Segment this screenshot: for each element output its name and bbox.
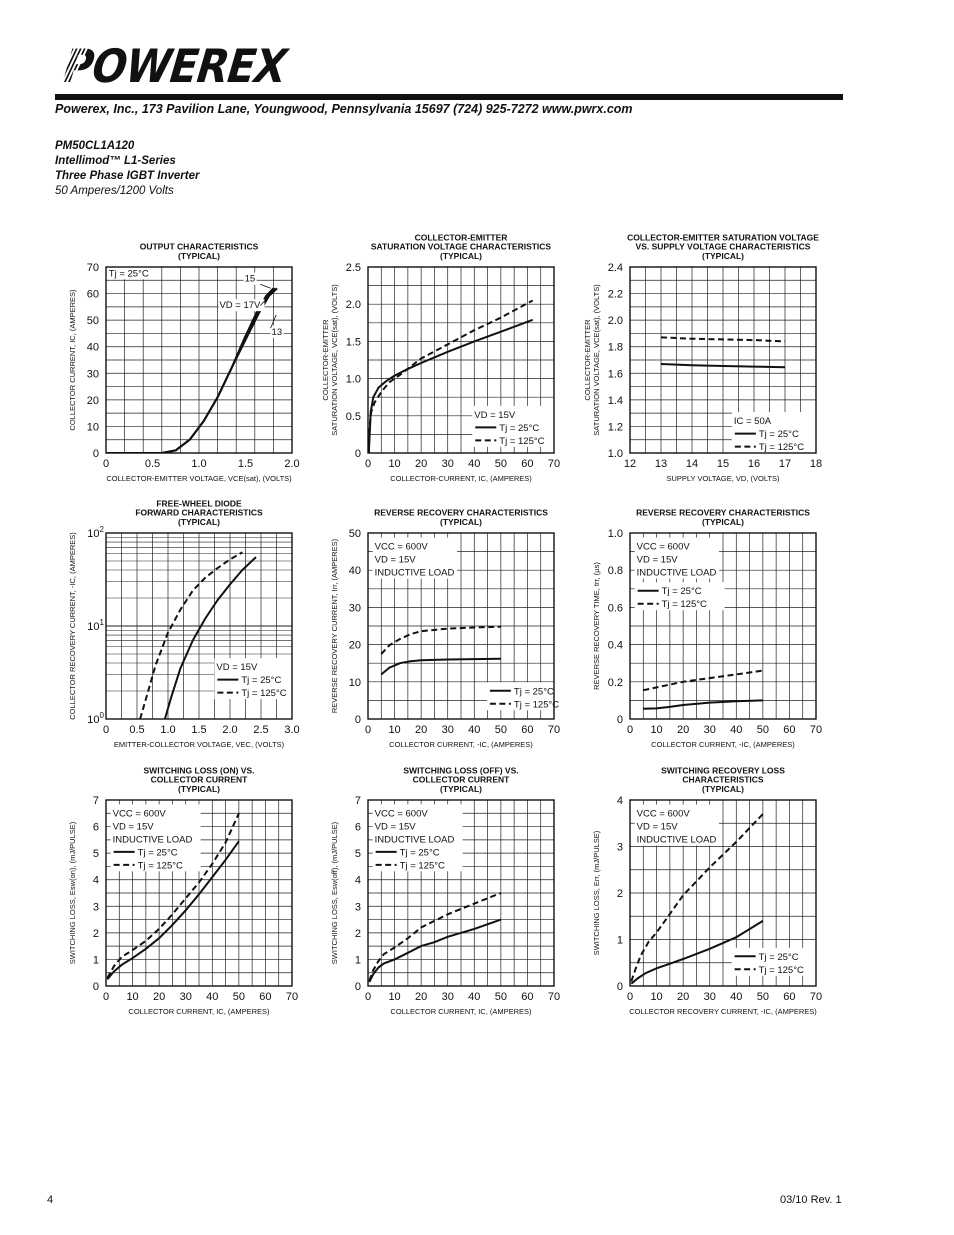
chart-annotation: 13 [271, 326, 283, 338]
y-tick-label: 30 [86, 368, 99, 381]
series-line [162, 288, 277, 453]
legend-entry: Tj = 25°C [499, 422, 540, 434]
legend-entry: Tj = 125°C [513, 699, 560, 711]
y-axis-label: SATURATION VOLTAGE, VCE(sat), (VOLTS) [330, 284, 339, 436]
revision-label: 03/10 Rev. 1 [780, 1194, 842, 1206]
x-tick-label: 70 [547, 458, 561, 470]
x-tick-label: 14 [685, 458, 699, 470]
y-tick-label: 4 [354, 874, 361, 887]
chart-title-line: (TYPICAL) [177, 251, 221, 261]
x-tick-label: 0 [364, 991, 372, 1003]
legend-entry: VD = 15V [374, 821, 416, 833]
x-tick-label: 70 [285, 991, 299, 1003]
part-number: PM50CL1A120 [55, 140, 135, 152]
y-tick-label: 0.5 [345, 410, 361, 423]
y-tick-label: 2.2 [607, 288, 623, 301]
y-tick-label: 3 [354, 901, 361, 914]
y-tick-label: 0 [616, 714, 623, 726]
legend-entry: VCC = 600V [374, 808, 428, 820]
y-axis-label: COLLECTOR RECOVERY CURRENT, -IC, (AMPERES) [68, 532, 77, 720]
y-tick-label: 70 [86, 262, 99, 274]
x-tick-label: 0 [626, 724, 634, 736]
chart-title-line: (TYPICAL) [177, 517, 221, 527]
y-tick-label: 1 [616, 934, 623, 947]
y-tick-label: 5 [354, 848, 361, 861]
y-tick-label: 2.0 [345, 299, 361, 312]
legend-entry: VD = 15V [636, 554, 678, 566]
chart-2 [321, 232, 562, 483]
y-tick-label: 6 [92, 821, 99, 834]
legend-entry: Tj = 125°C [661, 599, 707, 611]
x-tick-label: 50 [494, 458, 507, 470]
x-tick-label: 70 [809, 991, 823, 1003]
x-tick-label: 60 [521, 458, 534, 470]
y-tick-label: 10 [86, 421, 99, 434]
legend-entry: Tj = 25°C [758, 951, 799, 963]
y-tick-label: 2 [92, 927, 99, 940]
x-tick-label: 70 [547, 991, 561, 1003]
chart-title-line: FORWARD CHARACTERISTICS [135, 507, 263, 518]
x-tick-label: 0 [364, 724, 372, 736]
chart-title-line: (TYPICAL) [701, 784, 745, 794]
chart-title-line: (TYPICAL) [439, 517, 483, 527]
chart-title-line: SWITCHING LOSS (OFF) VS. [403, 765, 519, 776]
chart-annotation: VD = 17V [219, 300, 261, 312]
chart-title-line: COLLECTOR CURRENT [150, 774, 248, 785]
legend-entry: INDUCTIVE LOAD [112, 834, 193, 846]
x-tick-label: 0 [626, 991, 634, 1003]
y-tick-label: 0 [616, 981, 623, 993]
x-tick-label: 10 [388, 458, 401, 470]
y-tick-label: 1 [92, 954, 99, 967]
x-tick-label: 30 [179, 991, 192, 1003]
x-tick-label: 16 [747, 458, 761, 470]
y-axis-label: REVERSE RECOVERY CURRENT, Irr, (AMPERES) [330, 538, 339, 714]
y-tick-label: 1.5 [345, 336, 361, 349]
x-tick-label: 40 [206, 991, 219, 1003]
y-tick-label: 1.0 [607, 448, 623, 460]
x-tick-label: 60 [783, 724, 796, 736]
y-tick-label: 6 [354, 821, 361, 834]
y-tick-label: 0 [354, 448, 361, 460]
x-tick-label: 13 [654, 458, 668, 470]
y-tick-label: 40 [348, 565, 361, 578]
y-tick-label: 0 [354, 714, 361, 726]
y-tick-label: $10^1$ [87, 618, 104, 633]
legend-entry: VD = 15V [636, 821, 678, 833]
x-tick-label: 40 [468, 458, 481, 470]
chart-title-line: COLLECTOR-EMITTER [414, 232, 508, 243]
x-tick-label: 0.5 [129, 724, 145, 736]
x-tick-label: 10 [388, 724, 401, 736]
y-tick-label: 2.4 [607, 262, 623, 274]
y-tick-label: 1.0 [345, 373, 361, 386]
chart-title-line: COLLECTOR CURRENT [412, 774, 510, 785]
y-axis-label: SWITCHING LOSS, Err, (mJ/PULSE) [592, 830, 601, 956]
x-tick-label: 2.0 [222, 724, 238, 736]
y-tick-label: 2 [354, 927, 361, 940]
chart-annotation: Tj = 25°C [108, 268, 149, 280]
y-axis-label: COLLECTOR-EMITTER [583, 319, 592, 401]
x-axis-label: EMITTER-COLLECTOR VOLTAGE, VEC, (VOLTS) [113, 740, 285, 749]
x-tick-label: 40 [468, 991, 481, 1003]
chart-title-line: REVERSE RECOVERY CHARACTERISTICS [636, 507, 810, 518]
y-tick-label: 4 [616, 795, 623, 807]
y-tick-label: $10^2$ [87, 525, 104, 540]
y-tick-label: 3 [92, 901, 99, 914]
y-tick-label: 1.2 [607, 421, 623, 434]
y-tick-label: 0 [92, 448, 99, 460]
x-tick-label: 2.0 [284, 458, 300, 470]
x-tick-label: 15 [716, 458, 730, 470]
y-axis-label: SATURATION VOLTAGE, VCE(sat), (VOLTS) [592, 284, 601, 436]
y-tick-label: 0.4 [607, 639, 623, 652]
x-tick-label: 70 [547, 724, 561, 736]
legend-entry: Tj = 125°C [137, 860, 183, 872]
chart-5 [330, 508, 577, 749]
legend-entry: Tj = 25°C [399, 847, 440, 859]
x-tick-label: 30 [703, 991, 716, 1003]
x-tick-label: 40 [730, 991, 743, 1003]
x-tick-label: 50 [756, 991, 769, 1003]
x-tick-label: 50 [232, 991, 245, 1003]
x-tick-label: 10 [388, 991, 401, 1003]
annotation-leader [260, 284, 270, 288]
y-tick-label: 20 [348, 639, 361, 652]
y-tick-label: 60 [86, 288, 99, 301]
legend-entry: VD = 15V [374, 554, 416, 566]
y-tick-label: 1.8 [607, 341, 623, 354]
x-axis-label: COLLECTOR CURRENT, -IC, (AMPERES) [389, 740, 533, 749]
x-tick-label: 0 [102, 724, 110, 736]
y-axis-label: COLLECTOR-EMITTER [321, 319, 330, 401]
y-tick-label: 1 [354, 954, 361, 967]
x-axis-label: COLLECTOR-CURRENT, IC, (AMPERES) [390, 474, 532, 483]
annotation-leader [260, 292, 272, 305]
x-tick-label: 18 [809, 458, 823, 470]
company-address-line: Powerex, Inc., 173 Pavilion Lane, Youngwood, Pennsylvania 15697 (724) 925-7272 www.pwrx.com [55, 102, 633, 116]
chart-1 [68, 242, 300, 483]
y-tick-label: 5 [92, 848, 99, 861]
y-axis-label: COLLECTOR CURRENT, IC, (AMPERES) [68, 289, 77, 431]
x-tick-label: 1.0 [191, 458, 207, 470]
x-tick-label: 50 [756, 724, 769, 736]
legend-entry: INDUCTIVE LOAD [374, 567, 455, 579]
chart-title-line: SATURATION VOLTAGE CHARACTERISTICS [370, 241, 552, 252]
x-tick-label: 20 [415, 458, 428, 470]
legend-entry: VCC = 600V [636, 541, 690, 553]
y-tick-label: $10^0$ [87, 711, 104, 726]
x-tick-label: 1.5 [191, 724, 207, 736]
chart-8 [330, 765, 560, 1016]
legend-entry: Tj = 25°C [137, 847, 178, 859]
x-tick-label: 30 [441, 991, 454, 1003]
x-tick-label: 10 [126, 991, 139, 1003]
y-tick-label: 0.2 [607, 676, 623, 689]
chart-title-line: OUTPUT CHARACTERISTICS [139, 241, 259, 252]
x-tick-label: 30 [441, 458, 454, 470]
chart-7 [68, 765, 298, 1016]
x-tick-label: 20 [677, 991, 690, 1003]
x-axis-label: COLLECTOR CURRENT, -IC, (AMPERES) [651, 740, 795, 749]
chart-3 [583, 232, 822, 483]
legend-entry: VD = 15V [216, 662, 258, 674]
x-tick-label: 0.5 [144, 458, 161, 470]
legend-entry: Tj = 125°C [758, 442, 805, 454]
chart-title-line: VS. SUPPLY VOLTAGE CHARACTERISTICS [635, 241, 811, 252]
y-tick-label: 2.5 [345, 262, 361, 274]
x-tick-label: 30 [441, 724, 454, 736]
legend-entry: Tj = 25°C [241, 675, 282, 687]
y-tick-label: 10 [348, 676, 361, 689]
y-axis-label: REVERSE RECOVERY TIME, trr, (µs) [592, 562, 601, 690]
y-tick-label: 4 [92, 874, 99, 887]
legend-entry: Tj = 125°C [758, 964, 804, 976]
y-tick-label: 7 [92, 795, 99, 807]
legend-entry: Tj = 125°C [399, 860, 445, 872]
legend-entry: VCC = 600V [374, 541, 428, 553]
series-line [381, 627, 501, 654]
x-axis-label: SUPPLY VOLTAGE, VD, (VOLTS) [666, 474, 780, 483]
y-tick-label: 3 [616, 841, 623, 854]
y-tick-label: 20 [86, 394, 99, 407]
y-tick-label: 2 [616, 888, 623, 900]
legend-entry: Tj = 125°C [241, 688, 287, 700]
legend-entry: INDUCTIVE LOAD [636, 567, 717, 579]
series-line [643, 671, 763, 691]
chart-title-line: FREE-WHEEL DIODE [156, 498, 242, 509]
chart-annotation: 15 [244, 273, 256, 285]
chart-title-line: (TYPICAL) [439, 784, 483, 794]
product-rating: 50 Amperes/1200 Volts [55, 185, 174, 197]
chart-9 [592, 765, 822, 1016]
y-tick-label: 30 [348, 602, 361, 615]
x-tick-label: 1.5 [237, 458, 254, 470]
x-tick-label: 70 [809, 724, 823, 736]
x-tick-label: 20 [153, 991, 166, 1003]
x-axis-label: COLLECTOR CURRENT, IC, (AMPERES) [390, 1007, 532, 1016]
page-number: 4 [47, 1194, 54, 1206]
x-tick-label: 60 [259, 991, 272, 1003]
legend-entry: INDUCTIVE LOAD [374, 834, 455, 846]
legend-entry: VD = 15V [474, 409, 516, 421]
chart-title-line: COLLECTOR-EMITTER SATURATION VOLTAGE [627, 232, 819, 243]
chart-title-line: (TYPICAL) [439, 251, 483, 261]
x-tick-label: 60 [521, 991, 534, 1003]
series-line [381, 659, 501, 675]
x-tick-label: 0 [102, 991, 110, 1003]
chart-title-line: (TYPICAL) [701, 517, 745, 527]
x-tick-label: 20 [415, 724, 428, 736]
x-tick-label: 1.0 [160, 724, 176, 736]
x-axis-label: COLLECTOR-EMITTER VOLTAGE, VCE(sat), (VOLTS) [106, 474, 292, 483]
legend-entry: IC = 50A [733, 416, 772, 428]
x-tick-label: 40 [730, 724, 743, 736]
x-tick-label: 10 [650, 991, 663, 1003]
svg-text:POWEREX: POWEREX [55, 39, 322, 94]
x-tick-label: 60 [783, 991, 796, 1003]
chart-title-line: CHARACTERISTICS [682, 774, 764, 785]
y-tick-label: 1.4 [607, 394, 623, 407]
x-tick-label: 0 [364, 458, 372, 470]
legend-entry: Tj = 25°C [758, 429, 799, 441]
y-tick-label: 0 [92, 981, 99, 993]
y-tick-label: 0.6 [607, 602, 623, 615]
y-tick-label: 1.0 [607, 528, 623, 540]
x-tick-label: 20 [415, 991, 428, 1003]
x-tick-label: 10 [650, 724, 663, 736]
chart-title-line: SWITCHING LOSS (ON) VS. [143, 765, 255, 776]
chart-6 [592, 508, 822, 749]
x-tick-label: 60 [521, 724, 534, 736]
y-tick-label: 50 [86, 315, 99, 328]
legend-entry: Tj = 25°C [661, 586, 702, 598]
y-tick-label: 7 [354, 795, 361, 807]
x-axis-label: COLLECTOR RECOVERY CURRENT, -IC, (AMPERES) [629, 1007, 817, 1016]
x-tick-label: 30 [703, 724, 716, 736]
y-tick-label: 0 [354, 981, 361, 993]
x-tick-label: 40 [468, 724, 481, 736]
y-axis-label: SWITCHING LOSS, Esw(off), (mJ/PULSE) [330, 821, 339, 965]
x-tick-label: 50 [494, 724, 507, 736]
legend-entry: INDUCTIVE LOAD [636, 834, 717, 846]
legend-entry: VD = 15V [112, 821, 154, 833]
chart-title-line: (TYPICAL) [701, 251, 745, 261]
x-tick-label: 3.0 [284, 724, 300, 736]
chart-title-line: SWITCHING RECOVERY LOSS [661, 765, 785, 776]
legend-entry: Tj = 25°C [513, 686, 554, 698]
x-tick-label: 2.5 [253, 724, 269, 736]
y-tick-label: 50 [348, 528, 361, 540]
x-axis-label: COLLECTOR CURRENT, IC, (AMPERES) [128, 1007, 270, 1016]
chart-title-line: (TYPICAL) [177, 784, 221, 794]
legend-entry: Tj = 125°C [499, 435, 545, 447]
y-tick-label: 2.0 [607, 315, 623, 328]
x-tick-label: 0 [102, 458, 110, 470]
y-tick-label: 40 [86, 341, 99, 354]
product-series: Intellimod™ L1-Series [55, 155, 176, 167]
y-tick-label: 1.6 [607, 368, 623, 381]
chart-4 [68, 498, 304, 749]
legend-entry: VCC = 600V [636, 808, 690, 820]
legend-entry: VCC = 600V [112, 808, 166, 820]
x-tick-label: 17 [778, 458, 792, 470]
series-line [106, 288, 273, 453]
y-axis-label: SWITCHING LOSS, Esw(on), (mJ/PULSE) [68, 821, 77, 965]
chart-title-line: REVERSE RECOVERY CHARACTERISTICS [374, 507, 548, 518]
x-tick-label: 50 [494, 991, 507, 1003]
series-line [643, 700, 763, 708]
x-tick-label: 12 [623, 458, 637, 470]
product-description: Three Phase IGBT Inverter [55, 170, 200, 182]
y-tick-label: 0.8 [607, 565, 623, 578]
x-tick-label: 20 [677, 724, 690, 736]
